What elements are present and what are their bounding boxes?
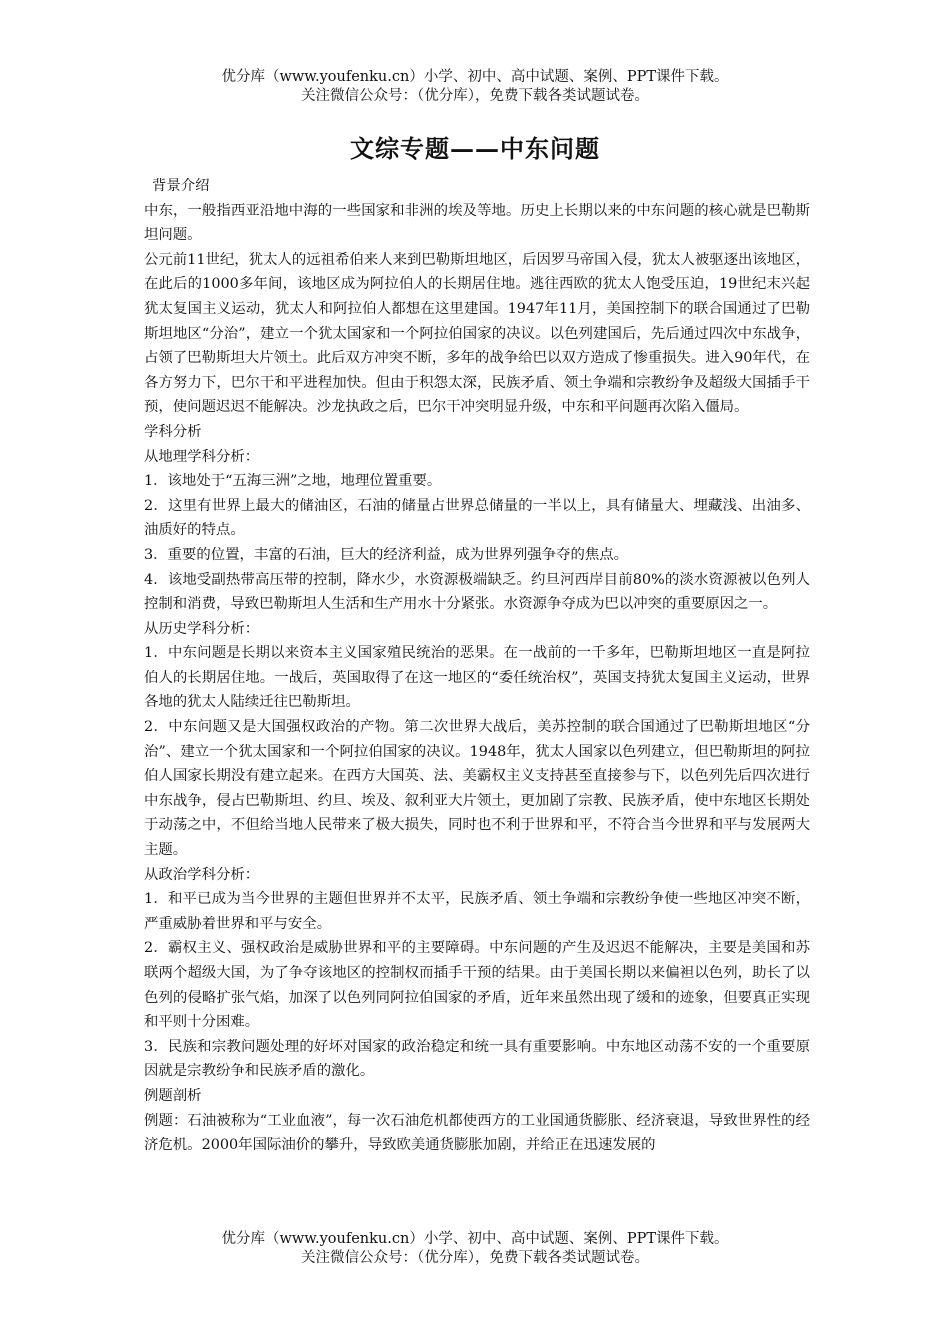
background-paragraph-1: 中东，一般指西亚沿地中海的一些国家和非洲的埃及等地。历史上长期以来的中东问题的核心就是巴勒斯坦问题。 — [144, 202, 810, 244]
page-footer — [0, 1230, 950, 1268]
analysis-heading: 学科分析 — [144, 423, 202, 440]
example-paragraph: 例题：石油被称为“工业血液”，每一次石油危机都使西方的工业国通货膨胀、经济衰退，导致世界性的经济危机。2000年国际油价的攀升，导致欧美通货膨胀加剧，并给正在迅速发展的 — [144, 1112, 810, 1154]
history-point-1: 1．中东问题是长期以来资本主义国家殖民统治的恶果。在一战前的一千多年，巴勒斯坦地区一直是阿拉伯人的长期居住地。一战后，英国取得了在这一地区的“委任统治权”，英国支持犹太复国主义运动，世界各地的犹太人陆续迁往巴勒斯坦。 — [144, 645, 810, 711]
history-heading: 从历史学科分析： — [144, 620, 260, 637]
document-title: 文综专题——中东问题 — [350, 134, 600, 163]
history-point-2: 2．中东问题又是大国强权政治的产物。第二次世界大战后，美苏控制的联合国通过了巴勒斯坦地区“分治”、建立一个犹太国家和一个阿拉伯国家的决议。1948年，犹太人国家以色列建立，但巴勒斯坦的阿拉伯人国家长期没有建立起来。在西方大国英、法、美霸权主义支持甚至直接参与下，以色列先后四次进行中东战争，侵占巴勒斯坦、约旦、埃及、叙利亚大片领土，更加剧了宗教、民族矛盾，使中东地区长期处于动荡之中，不但给当地人民带来了极大损失，同时也不利于世界和平，不符合当今世界和平与发展两大主题。 — [144, 719, 810, 859]
geography-point-4: 4．该地受副热带高压带的控制，降水少，水资源极端缺乏。约旦河西岸目前80%的淡水资源被以色列人控制和消费，导致巴勒斯坦人生活和生产用水十分紧张。水资源争夺成为巴以冲突的重要原因之一。 — [144, 571, 810, 613]
politics-heading: 从政治学科分析： — [144, 866, 260, 883]
politics-point-1: 1．和平已成为当今世界的主题但世界并不太平，民族矛盾、领土争端和宗教纷争使一些地区冲突不断，严重威胁着世界和平与安全。 — [144, 891, 810, 932]
geography-point-3: 3．重要的位置，丰富的石油，巨大的经济利益，成为世界列强争夺的焦点。 — [144, 546, 629, 563]
geography-point-1: 1．该地处于“五海三洲”之地，地理位置重要。 — [144, 473, 442, 490]
politics-point-3: 3．民族和宗教问题处理的好坏对国家的政治稳定和统一具有重要影响。中东地区动荡不安的一个重要原因就是宗教纷争和民族矛盾的激化。 — [144, 1038, 810, 1080]
footer-line-1: 优分库（www.youfenku.cn）小学、初中、高中试题、案例、PPT课件下载。 — [221, 1231, 729, 1247]
background-paragraph-2: 公元前11世纪，犹太人的远祖希伯来人来到巴勒斯坦地区，后因罗马帝国入侵，犹太人被驱逐出该地区，在此后的1000多年间，该地区成为阿拉伯人的长期居住地。逃往西欧的犹太人饱受压迫，19世纪末兴起犹太复国主义运动，犹太人和阿拉伯人都想在这里建国。1947年11月，美国控制下的联合国通过了巴勒斯坦地区“分治”，建立一个犹太国家和一个阿拉伯国家的决议。以色列建国后，先后通过四次中东战争，占领了巴勒斯坦大片领土。此后双方冲突不断，多年的战争给巴以双方造成了惨重损失。进入90年代，在各方努力下，巴尔干和平进程加快。但由于积怨太深，民族矛盾、领土争端和宗教纷争及超级大国插手干预，使问题迟迟不能解决。沙龙执政之后，巴尔干冲突明显升级，中东和平问题再次陷入僵局。 — [144, 251, 810, 416]
geography-heading: 从地理学科分析： — [144, 448, 260, 465]
document-body — [144, 174, 810, 1158]
header-line-1: 优分库（www.youfenku.cn）小学、初中、高中试题、案例、PPT课件下载。 — [221, 69, 729, 85]
header-line-2: 关注微信公众号：（优分库），免费下载各类试题试卷。 — [301, 88, 649, 104]
background-heading: 背景介绍 — [152, 178, 210, 194]
politics-point-2: 2．霸权主义、强权政治是威胁世界和平的主要障碍。中东问题的产生及迟迟不能解决，主要是美国和苏联两个超级大国，为了争夺该地区的控制权而插手干预的结果。由于美国长期以来偏袒以色列，助长了以色列的侵略扩张气焰，加深了以色列同阿拉伯国家的矛盾，近年来虽然出现了缓和的迹象，但要真正实现和平则十分困难。 — [144, 940, 810, 1031]
example-heading: 例题剖析 — [144, 1087, 202, 1104]
page-header — [0, 68, 950, 106]
geography-point-2: 2．这里有世界上最大的储油区，石油的储量占世界总储量的一半以上，具有储量大、埋藏浅、出油多、油质好的特点。 — [144, 497, 810, 539]
footer-line-2: 关注微信公众号：（优分库），免费下载各类试题试卷。 — [301, 1250, 649, 1266]
